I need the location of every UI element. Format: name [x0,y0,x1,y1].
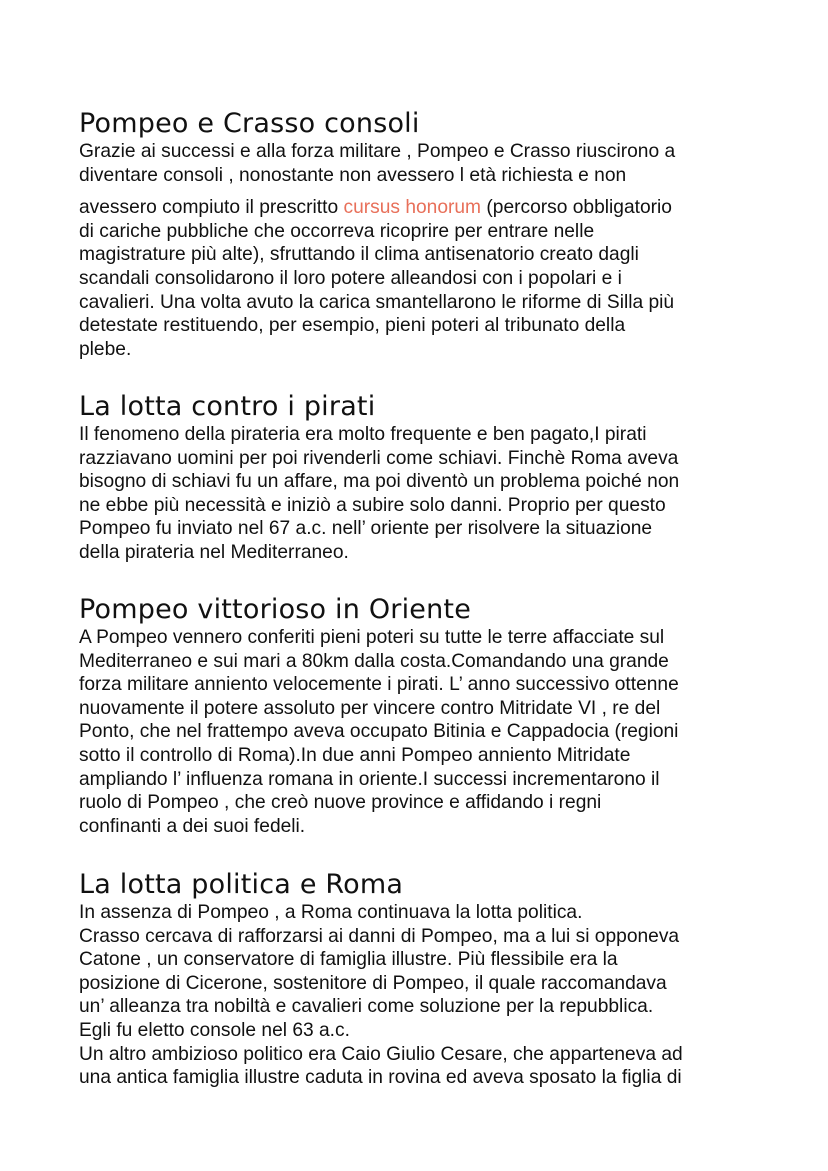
section-heading: Pompeo e Crasso consoli [79,108,420,139]
text-line: posizione di Cicerone, sostenitore di Pompeo, il quale raccomandava [79,972,667,994]
text-line: Mediterraneo e sui mari a 80km dalla costa.Comandando una grande [79,650,669,672]
text-line: razziavano uomini per poi rivenderli come schiavi. Finchè Roma aveva [79,447,679,469]
text-line: una antica famiglia illustre caduta in rovina ed aveva sposato la figlia di [79,1067,682,1089]
section-lotta-politica-roma [79,869,779,1090]
section-heading: La lotta politica e Roma [79,869,404,900]
section-body [79,901,779,1090]
section-lotta-contro-pirati [79,391,779,565]
text-line: un’ alleanza tra nobiltà e cavalieri come soluzione per la repubblica. [79,996,654,1018]
text-line: bisogno di schiavi fu un affare, ma poi diventò un problema poiché non [79,471,680,493]
text-line: confinanti a dei suoi fedeli. [79,815,306,837]
section-pompeo-vittorioso [79,594,779,838]
section-pompeo-crasso-consoli [79,108,779,361]
text-line: scandali consolidarono il loro potere alleandosi con i popolari e i [79,267,622,289]
text-line: ruolo di Pompeo , che creò nuove province e affidando i regni [79,792,602,814]
text-fragment: (percorso obbligatorio [481,197,672,219]
text-line: magistrature più alte), sfruttando il clima antisenatorio creato dagli [79,244,639,266]
text-line: di cariche pubbliche che occorreva ricoprire per entrare nelle [79,220,595,242]
text-line: Catone , un conservatore di famiglia illustre. Più flessibile era la [79,949,618,971]
text-fragment: avessero compiuto il prescritto [79,197,344,219]
text-line: Pompeo fu inviato nel 67 a.c. nell’ oriente per risolvere la situazione [79,518,653,540]
text-line: sotto il controllo di Roma).In due anni Pompeo anniento Mitridate [79,744,631,766]
text-line: Egli fu eletto console nel 63 a.c. [79,1019,350,1041]
section-body [79,626,779,838]
text-line: ne ebbe più necessità e iniziò a subire solo danni. Proprio per questo [79,494,666,516]
text-line: ampliando l’ influenza romana in oriente.I successi incrementarono il [79,768,660,790]
text-line: della pirateria nel Mediterraneo. [79,541,349,563]
text-line: cavalieri. Una volta avuto la carica smantellarono le riforme di Silla più [79,291,675,313]
text-line: detestate restituendo, per esempio, pieni poteri al tribunato della [79,315,626,337]
section-heading: Pompeo vittorioso in Oriente [79,594,472,625]
text-line: nuovamente il potere assoluto per vincere contro Mitridate VI , re del [79,697,661,719]
text-line: plebe. [79,338,132,360]
text-line: diventare consoli , nonostante non avessero l età richiesta e non [79,164,627,186]
text-line: forza militare anniento velocemente i pirati. L’ anno successivo ottenne [79,674,679,696]
highlighted-term: cursus honorum [343,197,482,219]
section-body [79,140,779,361]
text-line: Crasso cercava di rafforzarsi ai danni di Pompeo, ma a lui si opponeva [79,925,680,947]
text-line: Un altro ambizioso politico era Caio Giulio Cesare, che apparteneva ad [79,1043,683,1065]
text-line: Ponto, che nel frattempo aveva occupato Bitinia e Cappadocia (regioni [79,721,679,743]
text-line [79,196,779,220]
text-line: Il fenomeno della pirateria era molto frequente e ben pagato,I pirati [79,424,647,445]
section-body [79,423,779,565]
text-line: Grazie ai successi e alla forza militare , Pompeo e Crasso riuscirono a [79,141,676,162]
text-line: In assenza di Pompeo , a Roma continuava la lotta politica. [79,902,583,923]
section-heading: La lotta contro i pirati [79,391,376,422]
text-line: A Pompeo vennero conferiti pieni poteri su tutte le terre affacciate sul [79,627,665,648]
